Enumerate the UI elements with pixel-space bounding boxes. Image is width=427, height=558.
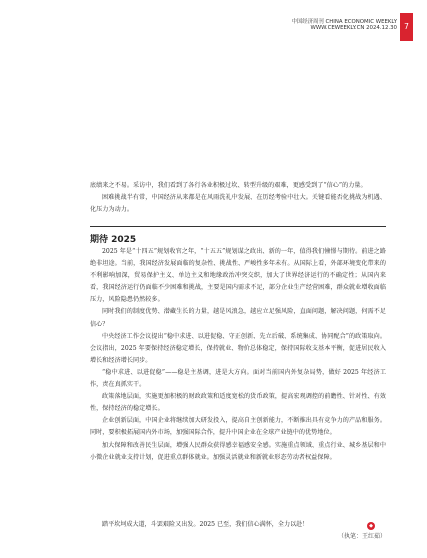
- section-paragraph-7: 加大保障和改善民生层面，增强人民群众获得感幸福感安全感。实施重点领域、重点行业、城乡基层和中小微企业就业支持计划，促进重点群体就业。加强灵活就业和新就业形态劳动者权益保障。: [90, 441, 386, 461]
- intro-text: [90, 180, 386, 216]
- end-mark-icon: ◆: [367, 522, 375, 530]
- section-paragraph-2: 同时我们的制度优势、潜藏生长的力量，越是风浪急，越应立足强风险，直面问题，解决问题，何需不足信心？: [90, 308, 386, 328]
- section-paragraph-4: “稳中求进、以进促稳”——稳是主基调，进是大方向。面对当前国内外复杂局势，做好 2025 年经济工作，责在真抓实干。: [90, 368, 386, 389]
- intro-paragraph-1: 底绩来之不易。采访中，我们看到了各行各业积极过坎、转型升级的艰难，更感受到了“信心”的力量。: [90, 182, 367, 189]
- section-title: 期待 2025: [90, 235, 137, 245]
- section-paragraph-6: 企业创新层面，中国企业将继续加大研发投入，提高自主创新能力，不断推出具有竞争力的产品和服务。同时，要积极拓展国内外市场，加强国际合作，提升中国企业在全球产业链中的优势地位。: [90, 417, 386, 437]
- section-paragraph-3: 中央经济工作会议提出“稳中求进、以进促稳、守正创新、先立后破、系统集成、协同配合”的政策取向。会议指出，2025 年要保持经济稳定增长，保持就业、物价总体稳定，保持国际收支基本平衡，促进居民收入增长和经济增长同步。: [90, 332, 386, 364]
- page-number-tab: 7: [400, 13, 413, 41]
- intro-paragraph-2: 困难挑战半有常，中国经济从来都是在风雨洗礼中发展、在历经考验中壮大。关键看能否化挑战为机遇、化压力为动力。: [90, 194, 386, 214]
- section-paragraph-1: 2025 年是“十四五”规划收官之年，“十五五”规划谋之政出、新的一年，值得我们憧憬与期待。前进之路绝非坦途。当前，我国经济发展面临的复杂性、挑战性、严峻性多年未有。从国际上看，外部环境变化带来的不利影响加深，贸易保护主义、单边主义和地缘政治冲突交织，加大了世界经济运行的不确定性；从国内来看，我国经济运行仍面临不少困难和挑战，主要是国内需求不足，部分企业生产经营困难，群众就业增收面临压力，风险隐患仍然较多。: [90, 248, 386, 304]
- closing-sentence: 踏平坎坷成大道，斗罢艰险又出发。2025 已至，我们信心满怀，全力以赴！: [102, 521, 309, 528]
- section-body: [90, 246, 386, 464]
- author-credit: （执笔：王红茹）: [337, 533, 386, 540]
- section-paragraph-5: 政策落地层面，实施更加积极的财政政策和适度宽松的货币政策，提高宏观调控的前瞻性、针对性、有效性，保持经济的稳定增长。: [90, 393, 386, 413]
- website-issue-date: WWW.CEWEEKLY.CN 2024.12.30: [310, 25, 397, 31]
- section-divider: [90, 226, 386, 227]
- publication-name: 中国经济周刊 CHINA ECONOMIC WEEKLY: [291, 19, 397, 25]
- page-header: [0, 13, 427, 41]
